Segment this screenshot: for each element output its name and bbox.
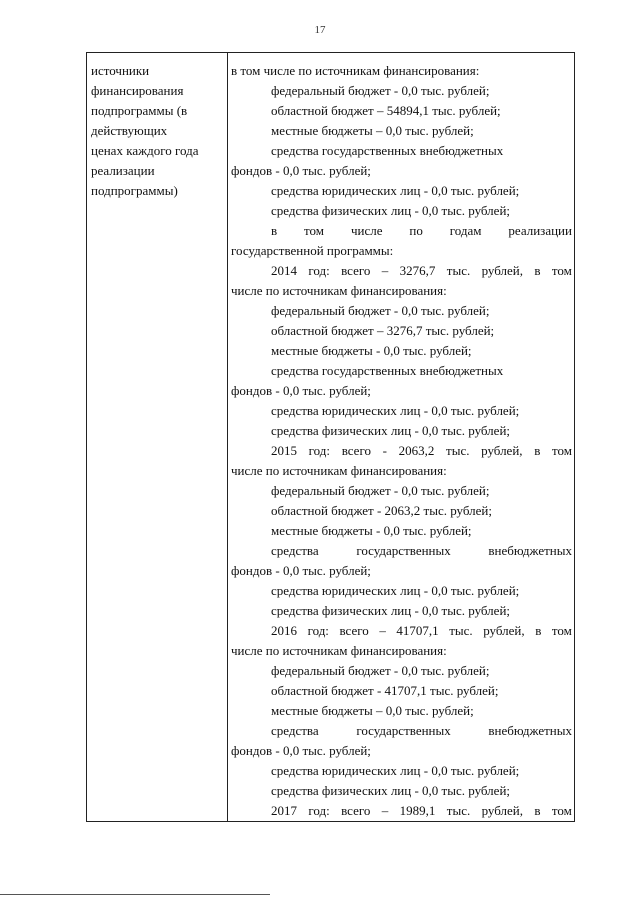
content-line [231, 801, 572, 821]
word: тыс. [446, 263, 471, 278]
content-line: областной бюджет - 2063,2 тыс. рублей; [271, 503, 492, 518]
word: том [552, 443, 572, 458]
word: 3276,7 [399, 263, 436, 278]
word: год: [307, 623, 329, 638]
word: 2017 [271, 803, 297, 818]
word: в [534, 803, 541, 818]
content-line: областной бюджет - 41707,1 тыс. рублей; [271, 683, 499, 698]
page-number: 17 [314, 24, 326, 36]
content-line: государственной программы: [231, 243, 394, 258]
content-line [231, 221, 572, 241]
footer-rule [0, 894, 270, 895]
content-line [231, 541, 572, 561]
label-line: источники [91, 63, 150, 78]
content-line: областной бюджет – 3276,7 тыс. рублей; [271, 323, 495, 338]
word: тыс. [446, 443, 470, 458]
word: по [409, 223, 423, 238]
content-line: местные бюджеты - 0,0 тыс. рублей; [271, 343, 472, 358]
content-line: средства государственных внебюджетных [271, 363, 504, 378]
word: рублей, [483, 623, 525, 638]
word: государственных [356, 543, 451, 558]
word: том [551, 623, 572, 638]
content-line [231, 621, 572, 641]
content-line: средства физических лиц - 0,0 тыс. рублей; [271, 783, 511, 798]
label-line: подпрограммы) [91, 183, 178, 198]
word: 2016 [271, 623, 297, 638]
word: реализации [508, 223, 572, 238]
content-line: федеральный бюджет - 0,0 тыс. рублей; [271, 483, 490, 498]
word: том [304, 223, 325, 238]
word: в [534, 443, 541, 458]
content-line: областной бюджет – 54894,1 тыс. рублей; [271, 103, 501, 118]
word: в [535, 623, 542, 638]
content-line: фондов - 0,0 тыс. рублей; [231, 563, 371, 578]
content-line: федеральный бюджет - 0,0 тыс. рублей; [271, 663, 490, 678]
label-line: финансирования [91, 83, 184, 98]
word: год: [308, 263, 330, 278]
word: средства [271, 723, 319, 738]
word: год: [308, 803, 330, 818]
table-row-content-cell [228, 61, 574, 821]
word: государственных [356, 723, 451, 738]
word: рублей, [481, 443, 523, 458]
content-line: средства юридических лиц - 0,0 тыс. рублей; [271, 583, 520, 598]
content-line [231, 261, 572, 281]
word: – [381, 263, 389, 278]
content-line [231, 441, 572, 461]
word: 2063,2 [398, 443, 435, 458]
content-line: фондов - 0,0 тыс. рублей; [231, 383, 371, 398]
label-line: подпрограммы (в [91, 103, 188, 118]
content-line: средства государственных внебюджетных [271, 143, 504, 158]
content-line: числе по источникам финансирования: [231, 643, 447, 658]
content-line: фондов - 0,0 тыс. рублей; [231, 163, 371, 178]
content-line: федеральный бюджет - 0,0 тыс. рублей; [271, 303, 490, 318]
label-line: ценах каждого года [91, 143, 199, 158]
word: - [382, 443, 387, 458]
content-line: местные бюджеты – 0,0 тыс. рублей; [271, 703, 474, 718]
word: том [551, 803, 572, 818]
content-line: средства физических лиц - 0,0 тыс. рублей; [271, 203, 511, 218]
word: рублей, [481, 803, 524, 818]
content-line: средства юридических лиц - 0,0 тыс. рублей; [271, 763, 520, 778]
content-line: средства физических лиц - 0,0 тыс. рублей; [271, 423, 511, 438]
word: годам [449, 223, 482, 238]
word: в [534, 263, 541, 278]
content-line: средства физических лиц - 0,0 тыс. рублей; [271, 603, 511, 618]
label-line: реализации [91, 163, 155, 178]
word: 41707,1 [396, 623, 439, 638]
label-line: действующих [91, 123, 168, 138]
word: – [379, 623, 386, 638]
word: средства [271, 543, 319, 558]
content-line: в том числе по источникам финансирования: [231, 63, 480, 78]
word: рублей, [481, 263, 524, 278]
word: всего [339, 623, 369, 638]
content-line: федеральный бюджет - 0,0 тыс. рублей; [271, 83, 490, 98]
content-line: фондов - 0,0 тыс. рублей; [231, 743, 371, 758]
word: том [551, 263, 572, 278]
content-line: местные бюджеты – 0,0 тыс. рублей; [271, 123, 474, 138]
word: внебюджетных [488, 723, 572, 738]
content-line: местные бюджеты - 0,0 тыс. рублей; [271, 523, 472, 538]
funding-table [86, 52, 575, 822]
content-line: числе по источникам финансирования: [231, 283, 447, 298]
table-row-label-cell [87, 61, 226, 201]
word: 2015 [271, 443, 297, 458]
word: внебюджетных [488, 543, 572, 558]
word: – [381, 803, 389, 818]
content-line: числе по источникам финансирования: [231, 463, 447, 478]
content-line: средства юридических лиц - 0,0 тыс. рублей; [271, 183, 520, 198]
word: всего [341, 263, 371, 278]
word: тыс. [449, 623, 473, 638]
word: в [271, 223, 278, 238]
word: всего [341, 443, 371, 458]
word: тыс. [446, 803, 471, 818]
content-line [231, 721, 572, 741]
word: всего [341, 803, 371, 818]
word: 2014 [271, 263, 297, 278]
word: 1989,1 [399, 803, 436, 818]
word: числе [350, 223, 383, 238]
content-line: средства юридических лиц - 0,0 тыс. рублей; [271, 403, 520, 418]
word: год: [308, 443, 331, 458]
